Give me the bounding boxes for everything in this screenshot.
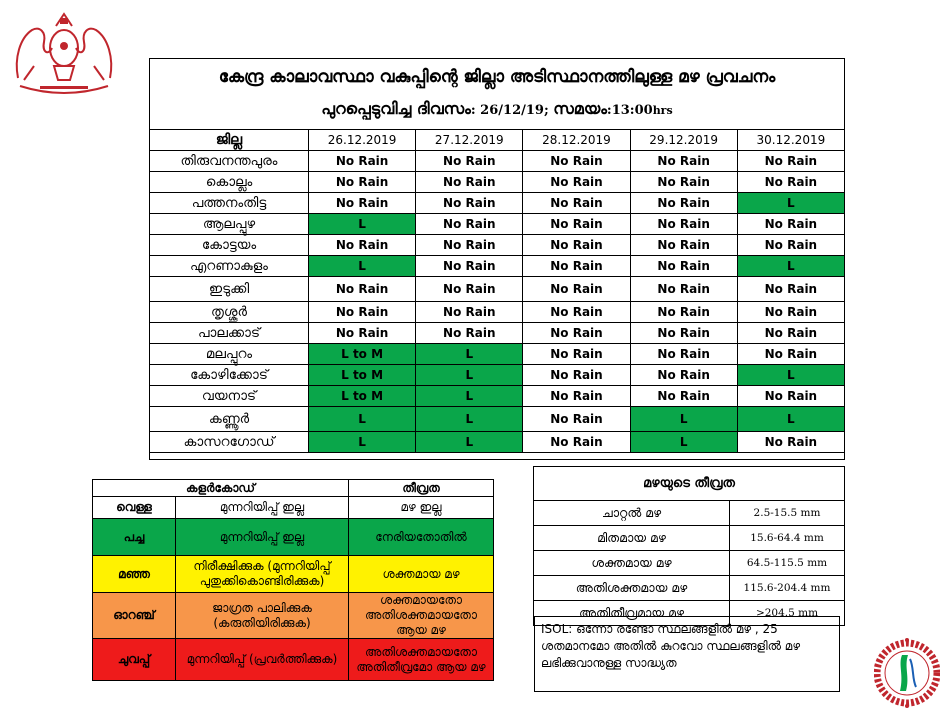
forecast-cell: No Rain xyxy=(630,365,737,386)
forecast-cell: No Rain xyxy=(737,277,844,302)
color-code-row xyxy=(93,639,494,681)
color-name: പച്ച xyxy=(93,519,176,556)
forecast-cell: L to M xyxy=(309,344,416,365)
forecast-cell: No Rain xyxy=(630,193,737,214)
forecast-cell: No Rain xyxy=(523,214,630,235)
color-intensity: ശക്തമായതോ അതിശക്തമായതോ ആയ മഴ xyxy=(349,593,494,639)
forecast-cell: No Rain xyxy=(309,151,416,172)
district-name: തിരുവനന്തപുരം xyxy=(150,151,309,172)
forecast-cell: No Rain xyxy=(630,214,737,235)
forecast-cell: No Rain xyxy=(523,432,630,453)
intensity-title: മഴയുടെ തീവ്രത xyxy=(534,467,845,501)
forecast-row xyxy=(150,302,845,323)
forecast-cell: No Rain xyxy=(416,172,523,193)
color-code-header-left: കളർകോഡ് xyxy=(93,480,349,497)
forecast-cell: L xyxy=(309,432,416,453)
forecast-cell: No Rain xyxy=(416,277,523,302)
forecast-cell: No Rain xyxy=(309,193,416,214)
forecast-title: കേന്ദ്ര കാലാവസ്ഥാ വകുപ്പിന്റെ ജില്ലാ അടിസ്ഥാനത്തിലുള്ള മഴ പ്രവചനം xyxy=(218,67,776,87)
forecast-cell: No Rain xyxy=(737,214,844,235)
intensity-range: 15.6-64.4 mm xyxy=(730,526,845,551)
intensity-label: ശക്തമായ മഴ xyxy=(534,551,730,576)
district-name: കാസറഗോഡ് xyxy=(150,432,309,453)
color-code-row xyxy=(93,519,494,556)
forecast-row xyxy=(150,256,845,277)
color-name: വെള്ള xyxy=(93,497,176,519)
kerala-emblem-logo xyxy=(10,8,118,96)
forecast-row xyxy=(150,432,845,453)
forecast-cell: L xyxy=(309,407,416,432)
district-name: കോഴിക്കോട് xyxy=(150,365,309,386)
forecast-cell: No Rain xyxy=(309,172,416,193)
time-unit: hrs xyxy=(652,104,673,117)
forecast-cell: No Rain xyxy=(309,302,416,323)
district-name: തൃശ്ശൂർ xyxy=(150,302,309,323)
forecast-cell: No Rain xyxy=(416,151,523,172)
intensity-label: ചാറ്റൽ മഴ xyxy=(534,501,730,526)
intensity-label: അതിതീവ്രമായ മഴ xyxy=(534,601,730,626)
district-name: പാലക്കാട് xyxy=(150,323,309,344)
forecast-cell: No Rain xyxy=(630,151,737,172)
forecast-cell: L to M xyxy=(309,365,416,386)
disaster-authority-logo xyxy=(874,635,940,711)
forecast-row xyxy=(150,407,845,432)
forecast-cell: L xyxy=(737,365,844,386)
forecast-row xyxy=(150,277,845,302)
forecast-cell: No Rain xyxy=(416,323,523,344)
intensity-label: അതിശക്തമായ മഴ xyxy=(534,576,730,601)
forecast-cell: No Rain xyxy=(523,302,630,323)
color-name: ചുവപ്പ് xyxy=(93,639,176,681)
district-name: പത്തനംതിട്ട xyxy=(150,193,309,214)
color-action: മുന്നറിയിപ്പ് (പ്രവർത്തിക്കുക) xyxy=(176,639,349,681)
forecast-cell: No Rain xyxy=(523,235,630,256)
forecast-cell: No Rain xyxy=(630,344,737,365)
color-intensity: ശക്തമായ മഴ xyxy=(349,556,494,593)
forecast-cell: No Rain xyxy=(737,344,844,365)
district-header: ജില്ല xyxy=(150,130,309,151)
forecast-cell: No Rain xyxy=(416,302,523,323)
forecast-cell: No Rain xyxy=(523,151,630,172)
forecast-cell: L xyxy=(416,432,523,453)
forecast-header-row xyxy=(150,130,845,151)
forecast-row xyxy=(150,193,845,214)
forecast-cell: No Rain xyxy=(630,277,737,302)
isol-note: ISOL: ഒന്നോ രണ്ടോ സ്ഥലങ്ങളിൽ മഴ , 25 ശതമാനമോ അതിൽ കുറവോ സ്ഥലങ്ങളിൽ മഴ ലഭിക്കുവാനുള്ള സാദ്ധ്യത xyxy=(534,616,840,692)
forecast-panel xyxy=(149,58,845,460)
forecast-cell: No Rain xyxy=(523,277,630,302)
intensity-range: >204.5 mm xyxy=(730,601,845,626)
forecast-cell: No Rain xyxy=(630,256,737,277)
forecast-cell: L to M xyxy=(309,386,416,407)
date-header: 27.12.2019 xyxy=(416,130,523,151)
color-code-row xyxy=(93,593,494,639)
forecast-cell: No Rain xyxy=(416,214,523,235)
color-intensity: അതിശക്തമായതോ അതിതീവ്രമോ ആയ മഴ xyxy=(349,639,494,681)
district-name: കണ്ണൂർ xyxy=(150,407,309,432)
issued-date: : 26/12/19; xyxy=(470,103,554,118)
intensity-row xyxy=(534,526,845,551)
forecast-cell: No Rain xyxy=(416,256,523,277)
intensity-range: 2.5-15.5 mm xyxy=(730,501,845,526)
date-header: 29.12.2019 xyxy=(630,130,737,151)
forecast-cell: No Rain xyxy=(630,172,737,193)
time-value: :13:00 xyxy=(606,103,653,118)
forecast-cell: L xyxy=(630,432,737,453)
forecast-cell: No Rain xyxy=(737,302,844,323)
forecast-row xyxy=(150,386,845,407)
color-name: ഓറഞ്ച് xyxy=(93,593,176,639)
forecast-row xyxy=(150,172,845,193)
forecast-cell: No Rain xyxy=(737,235,844,256)
forecast-cell: No Rain xyxy=(737,151,844,172)
forecast-cell: No Rain xyxy=(737,323,844,344)
issued-line xyxy=(150,99,844,119)
forecast-cell: No Rain xyxy=(523,365,630,386)
forecast-cell: No Rain xyxy=(737,172,844,193)
district-name: എറണാകുളം xyxy=(150,256,309,277)
district-name: വയനാട് xyxy=(150,386,309,407)
date-header: 30.12.2019 xyxy=(737,130,844,151)
forecast-cell: No Rain xyxy=(523,323,630,344)
time-label: സമയം xyxy=(553,99,607,118)
color-action: മുന്നറിയിപ്പ് ഇല്ല xyxy=(176,497,349,519)
forecast-cell: No Rain xyxy=(737,432,844,453)
forecast-row xyxy=(150,151,845,172)
forecast-table xyxy=(149,129,845,453)
forecast-cell: No Rain xyxy=(523,256,630,277)
district-name: ഇടുക്കി xyxy=(150,277,309,302)
color-code-header-right: തീവ്രത xyxy=(349,480,494,497)
forecast-cell: L xyxy=(309,214,416,235)
forecast-cell: No Rain xyxy=(630,302,737,323)
forecast-row xyxy=(150,344,845,365)
color-name: മഞ്ഞ xyxy=(93,556,176,593)
color-code-header xyxy=(93,480,494,497)
intensity-row xyxy=(534,551,845,576)
intensity-row xyxy=(534,576,845,601)
forecast-cell: No Rain xyxy=(523,344,630,365)
forecast-cell: No Rain xyxy=(523,407,630,432)
color-action: ജാഗ്രത പാലിക്കുക (കരുതിയിരിക്കുക) xyxy=(176,593,349,639)
district-name: കൊല്ലം xyxy=(150,172,309,193)
intensity-table xyxy=(533,466,845,626)
forecast-row xyxy=(150,365,845,386)
intensity-range: 115.6-204.4 mm xyxy=(730,576,845,601)
forecast-cell: L xyxy=(737,256,844,277)
intensity-row xyxy=(534,501,845,526)
forecast-cell: No Rain xyxy=(523,386,630,407)
forecast-cell: L xyxy=(309,256,416,277)
forecast-cell: No Rain xyxy=(630,386,737,407)
forecast-cell: No Rain xyxy=(416,235,523,256)
issued-label: പുറപ്പെടുവിച്ച ദിവസം xyxy=(321,99,471,118)
forecast-cell: No Rain xyxy=(309,277,416,302)
district-name: മലപ്പുറം xyxy=(150,344,309,365)
forecast-cell: No Rain xyxy=(416,193,523,214)
date-header: 28.12.2019 xyxy=(523,130,630,151)
intensity-title-row xyxy=(534,467,845,501)
intensity-label: മിതമായ മഴ xyxy=(534,526,730,551)
forecast-cell: No Rain xyxy=(309,323,416,344)
forecast-cell: L xyxy=(630,407,737,432)
color-intensity: നേരിയതോതിൽ xyxy=(349,519,494,556)
date-header: 26.12.2019 xyxy=(309,130,416,151)
forecast-cell: L xyxy=(416,407,523,432)
forecast-cell: L xyxy=(416,344,523,365)
district-name: ആലപ്പുഴ xyxy=(150,214,309,235)
forecast-cell: No Rain xyxy=(737,386,844,407)
color-action: മുന്നറിയിപ്പ് ഇല്ല xyxy=(176,519,349,556)
forecast-row xyxy=(150,235,845,256)
forecast-row xyxy=(150,323,845,344)
forecast-cell: L xyxy=(737,407,844,432)
forecast-cell: No Rain xyxy=(309,235,416,256)
forecast-cell: No Rain xyxy=(630,323,737,344)
color-code-row xyxy=(93,497,494,519)
forecast-cell: L xyxy=(416,365,523,386)
forecast-cell: L xyxy=(737,193,844,214)
color-code-table xyxy=(92,479,494,681)
color-action: നിരീക്ഷിക്കുക (മുന്നറിയിപ്പ് പുതുക്കികൊണ്ടിരിക്കുക) xyxy=(176,556,349,593)
forecast-row xyxy=(150,214,845,235)
intensity-range: 64.5-115.5 mm xyxy=(730,551,845,576)
color-intensity: മഴ ഇല്ല xyxy=(349,497,494,519)
district-name: കോട്ടയം xyxy=(150,235,309,256)
forecast-cell: No Rain xyxy=(630,235,737,256)
forecast-cell: No Rain xyxy=(523,172,630,193)
color-code-row xyxy=(93,556,494,593)
forecast-cell: L xyxy=(416,386,523,407)
forecast-cell: No Rain xyxy=(523,193,630,214)
